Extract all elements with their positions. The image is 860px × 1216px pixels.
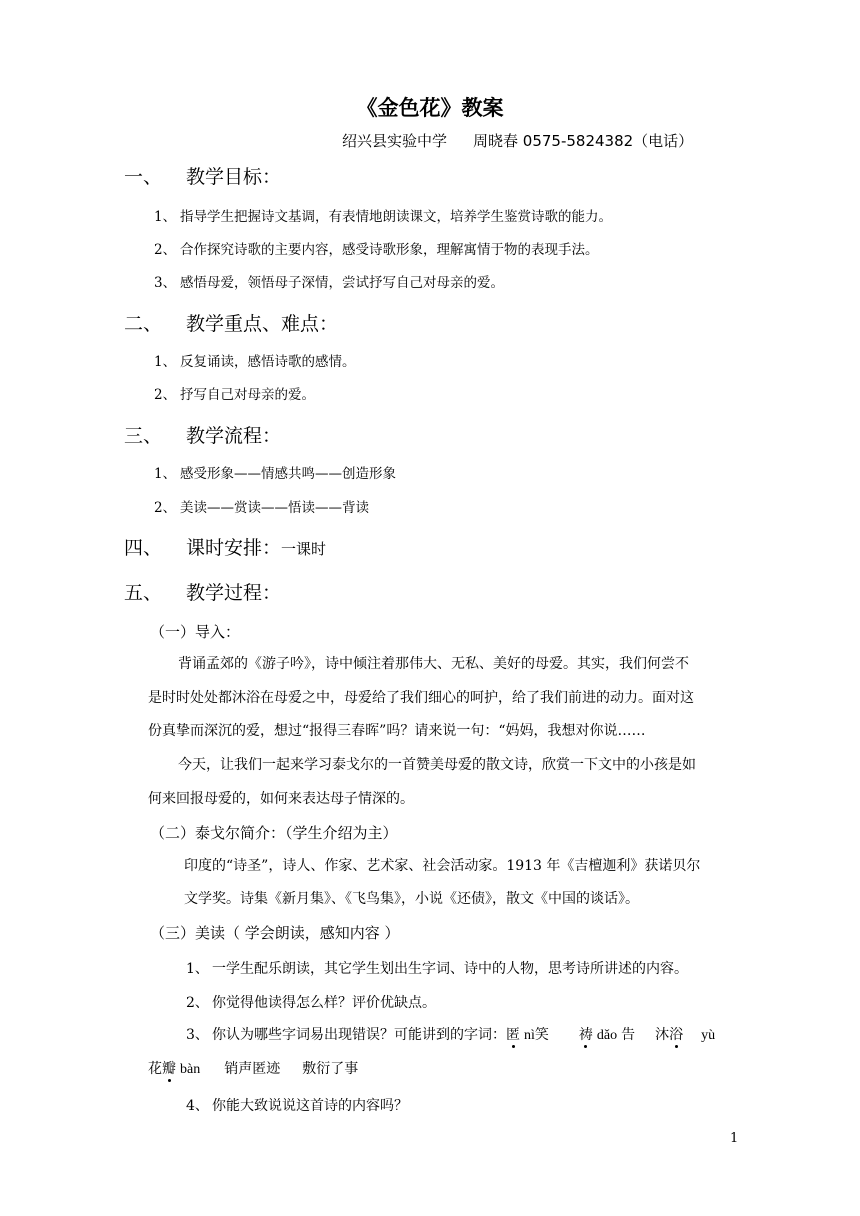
document-title: 《金色花》教案 xyxy=(356,96,504,120)
list-item xyxy=(186,958,688,978)
section-number: 五、 xyxy=(124,582,163,604)
item-number: 1、 xyxy=(154,354,177,370)
section-heading-flow xyxy=(124,421,281,448)
item-text: 感受形象——情感共鸣——创造形象 xyxy=(180,466,396,482)
section-title: 课时安排： xyxy=(186,537,282,559)
item-text: 抒写自己对母亲的爱。 xyxy=(180,387,315,403)
section-number: 二、 xyxy=(124,313,163,335)
item-text: 指导学生把握诗文基调，有表情地朗读课文，培养学生鉴赏诗歌的能力。 xyxy=(180,209,612,225)
vocab-pinyin: dǎo xyxy=(596,1028,618,1043)
section-title: 教学目标： xyxy=(186,166,282,188)
item-number: 4、 xyxy=(186,1098,209,1114)
list-item xyxy=(186,1024,715,1044)
list-item xyxy=(186,1095,408,1115)
section-title: 教学过程： xyxy=(186,582,282,604)
vocab-char: 浴 xyxy=(669,1027,684,1043)
item-text: 你觉得他读得怎么样？评价优缺点。 xyxy=(212,995,436,1011)
item-number: 2、 xyxy=(186,995,209,1011)
item-text: 你认为哪些字词易出现错误？可能讲到的字词： xyxy=(212,1027,506,1043)
item-text: 你能大致说说这首诗的内容吗？ xyxy=(212,1098,408,1114)
list-item xyxy=(154,238,599,258)
item-text: 合作探究诗歌的主要内容，感受诗歌形象，理解寓情于物的表现手法。 xyxy=(180,242,599,258)
section-number: 四、 xyxy=(124,537,163,559)
vocab-word: 销声匿迹 xyxy=(224,1061,281,1077)
subsection-heading-tagore: （二）泰戈尔简介：（学生介绍为主） xyxy=(150,824,398,842)
vocab-char: 匿 xyxy=(506,1027,520,1043)
item-number: 1、 xyxy=(186,961,209,977)
paragraph-line: 何来回报母爱的，如何来表达母子情深的。 xyxy=(148,791,414,807)
item-number: 2、 xyxy=(154,387,177,403)
list-item xyxy=(154,462,396,482)
section-title: 教学流程： xyxy=(186,425,282,447)
section-title: 教学重点、难点： xyxy=(186,313,339,335)
list-item xyxy=(154,383,315,403)
byline-author: 周晓春 0575-5824382（电话） xyxy=(473,132,694,150)
vocab-char: 瓣 xyxy=(162,1061,176,1077)
section-heading-keypoints xyxy=(124,309,338,336)
section-heading-schedule xyxy=(124,533,326,560)
section-number: 三、 xyxy=(124,425,163,447)
vocab-char: 笑 xyxy=(534,1027,549,1043)
item-number: 3、 xyxy=(154,275,177,291)
paragraph-line: 文学奖。诗集《新月集》、《飞鸟集》，小说《还债》，散文《中国的谈话》。 xyxy=(184,891,639,907)
item-text: 美读——赏读——悟读——背读 xyxy=(180,500,369,516)
item-number: 3、 xyxy=(186,1027,209,1043)
subsection-heading-reading: （三）美读（ 学会朗读，感知内容 ） xyxy=(150,924,400,942)
page-number: 1 xyxy=(730,1131,739,1146)
paragraph-line: 印度的“诗圣”，诗人、作家、艺术家、社会活动家。1913 年《吉檀迦利》获诺贝尔 xyxy=(184,858,701,874)
list-item xyxy=(186,992,436,1012)
list-item xyxy=(154,350,356,370)
item-text: 一学生配乐朗读，其它学生划出生字词、诗中的人物，思考诗所讲述的内容。 xyxy=(212,961,688,977)
item-number: 1、 xyxy=(154,466,177,482)
paragraph-line: 份真挚而深沉的爱，想过“报得三春晖”吗？请来说一句：“妈妈，我想对你说…… xyxy=(148,723,646,739)
vocab-pinyin: bàn xyxy=(180,1062,201,1077)
subsection-heading-intro: （一）导入： xyxy=(150,623,241,641)
item-text: 反复诵读，感悟诗歌的感情。 xyxy=(180,354,356,370)
byline-school: 绍兴县实验中学 xyxy=(342,132,448,150)
item-number: 1、 xyxy=(154,209,177,225)
paragraph-line: 是时时处处都沐浴在母爱之中，母爱给了我们细心的呵护，给了我们前进的动力。面对这 xyxy=(148,690,694,706)
paragraph-line: 今天，让我们一起来学习泰戈尔的一首赞美母爱的散文诗，欣赏一下文中的小孩是如 xyxy=(178,757,696,773)
vocab-word: 敷衍了事 xyxy=(302,1061,359,1077)
list-item xyxy=(154,205,612,225)
item-number: 2、 xyxy=(154,242,177,258)
list-item xyxy=(154,496,369,516)
paragraph-line: 背诵孟郊的《游子吟》，诗中倾注着那伟大、无私、美好的母爱。其实，我们何尝不 xyxy=(178,656,689,672)
vocab-pinyin: yù xyxy=(701,1028,716,1043)
item-text: 感悟母爱，领悟母子深情，尝试抒写自己对母亲的爱。 xyxy=(180,275,504,291)
vocab-char: 花 xyxy=(148,1061,162,1077)
vocab-line xyxy=(148,1058,358,1078)
section-number: 一、 xyxy=(124,166,163,188)
vocab-pinyin: nì xyxy=(524,1028,535,1043)
section-heading-process xyxy=(124,578,281,605)
item-number: 2、 xyxy=(154,500,177,516)
list-item xyxy=(154,271,504,291)
vocab-char: 告 xyxy=(621,1027,636,1043)
byline xyxy=(342,130,693,151)
vocab-char: 沐 xyxy=(655,1027,670,1043)
section-heading-objectives xyxy=(124,162,281,189)
vocab-char: 祷 xyxy=(578,1027,593,1043)
section-value: 一课时 xyxy=(281,540,327,558)
